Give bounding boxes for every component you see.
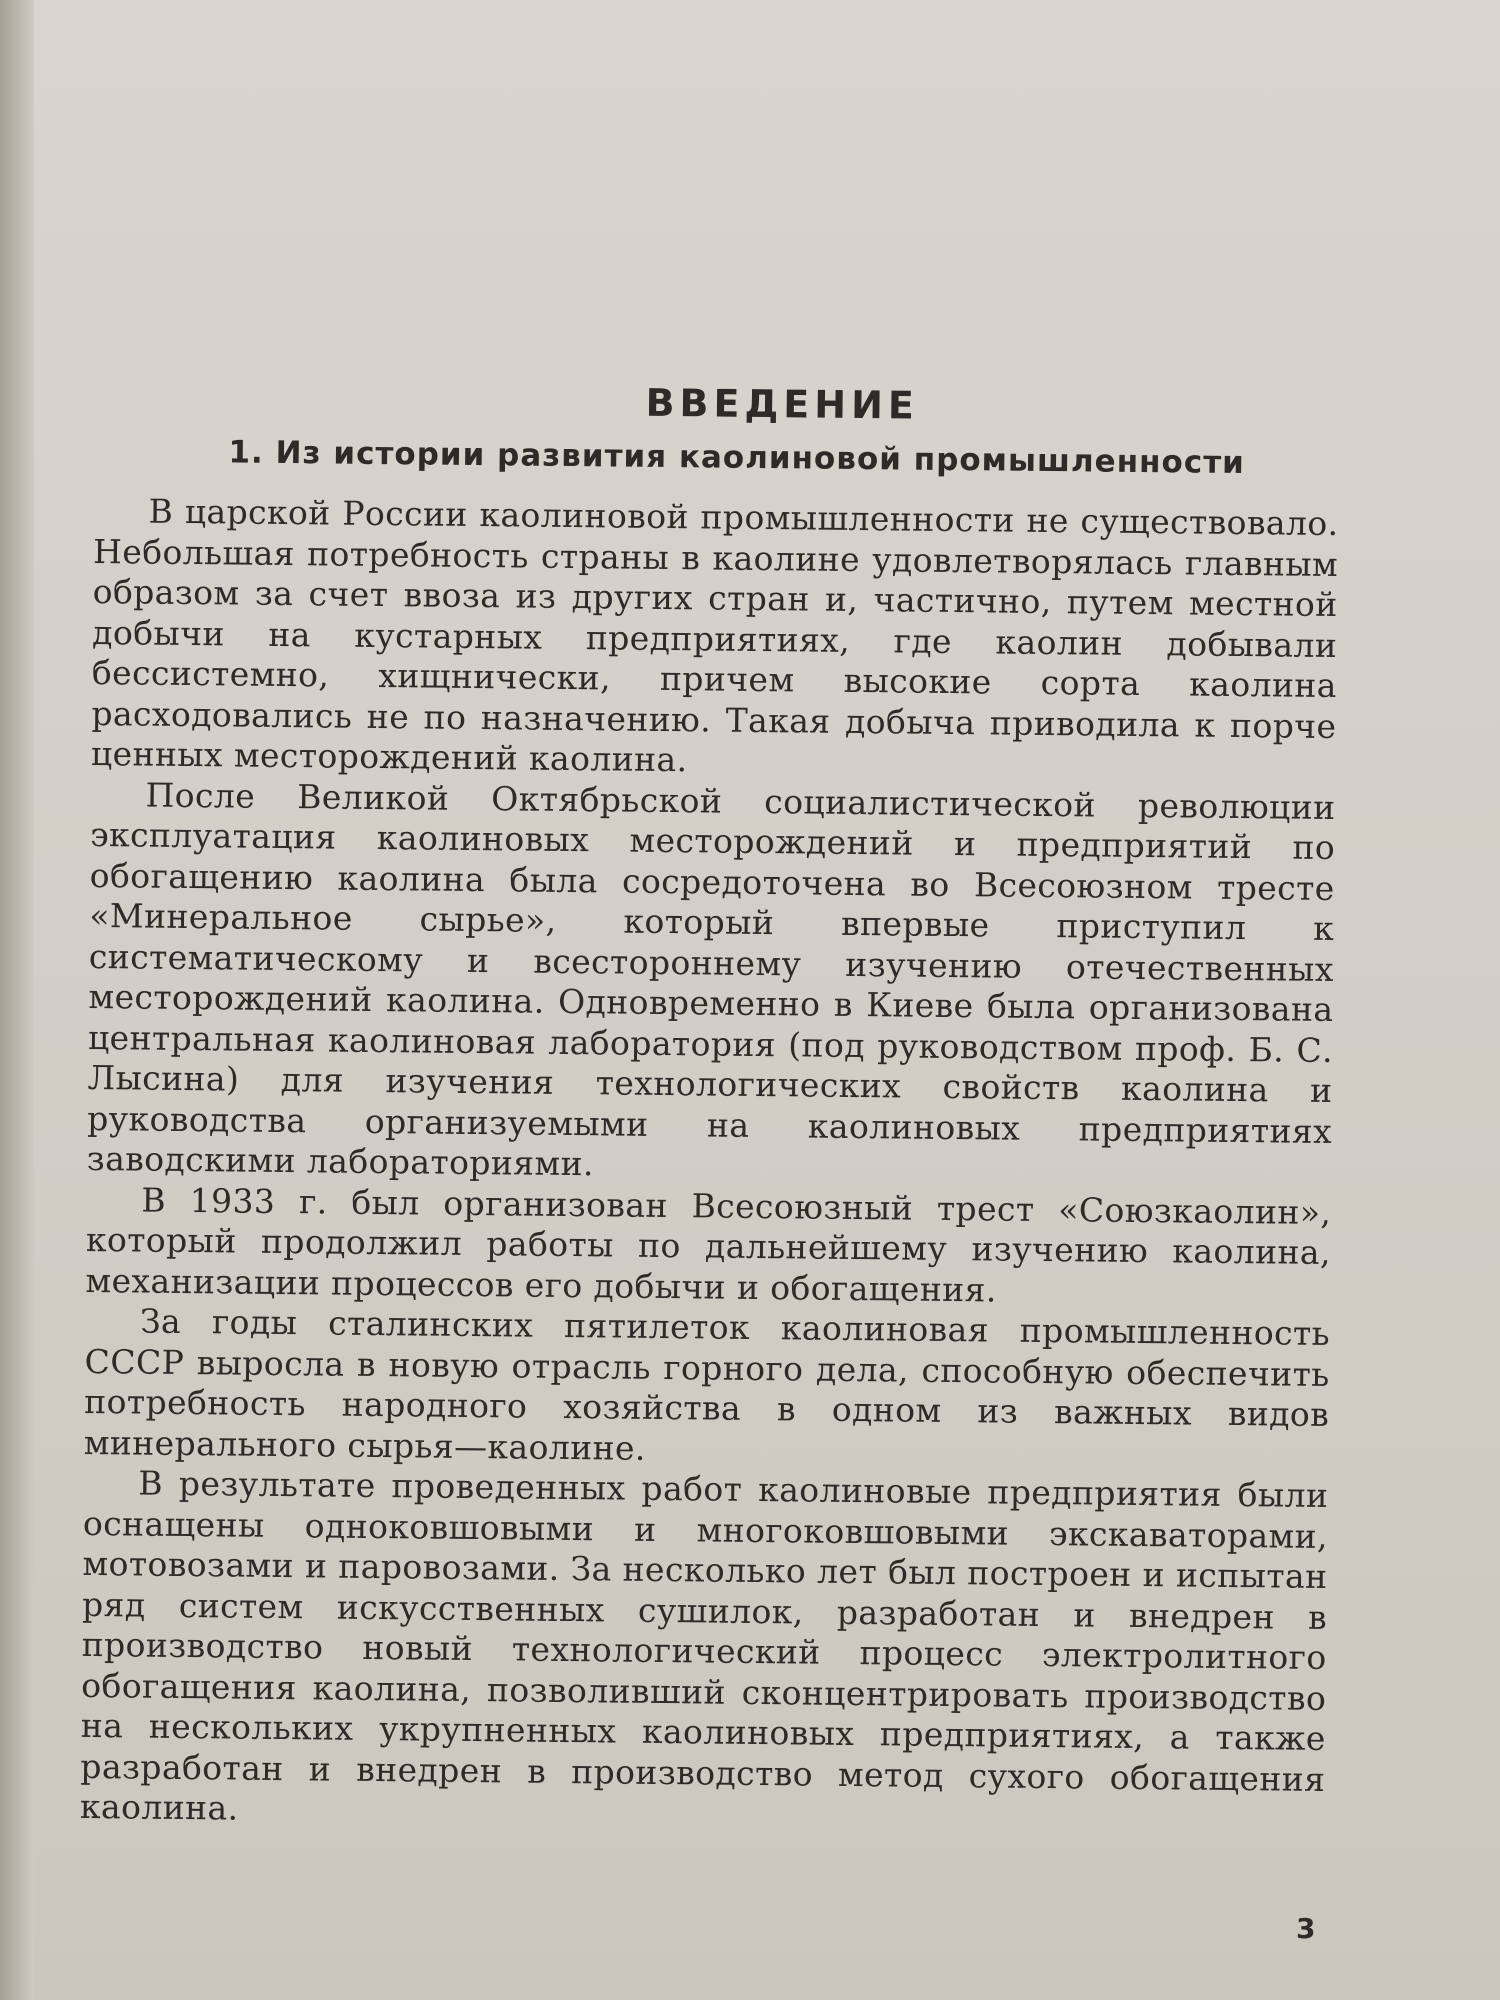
page-number: 3 bbox=[1296, 1912, 1316, 1945]
page-content bbox=[80, 375, 1340, 1840]
section-title: 1. Из истории развития каолиновой промышленности bbox=[228, 434, 1246, 482]
page-heading: ВВЕДЕНИЕ bbox=[645, 380, 920, 428]
paragraph-1: В царской России каолиновой промышленности не существовало. Небольшая потребность страны в каолине удовлетворялась главным образом за счет ввоза из других стран и, частично, путем местной добычи на кустарных предприятиях, где каолин добывали бессистемно, хищнически, причем высокие сорта каолина расходовались не по назначению. Такая добыча приводила к порче ценных месторождений каолина. bbox=[90, 491, 1339, 780]
paragraph-5: В результате проведенных работ каолиновые предприятия были оснащены одноковшовыми и многоковшовыми экскаваторами, мотовозами и паровозами. За несколько лет был построен и испытан ряд систем искусственных сушилок, разработан и внедрен в производство новый технологический процесс электролитного обогащения каолина, позволивший сконцентрировать производство на нескольких укрупненных каолиновых предприятиях, а также разработан и внедрен в производство метод сухого обогащения каолина. bbox=[79, 1463, 1329, 1828]
paragraph-3: В 1933 г. был организован Всесоюзный трест «Союзкаолин», который продолжил работы по дальнейшему изучению каолина, механизации процессов его добычи и обогащения. bbox=[85, 1180, 1332, 1309]
paragraph-2: После Великой Октябрьской социалистической революции эксплуатация каолиновых месторождений и предприятий по обогащению каолина была сосредоточена во Всесоюзном тресте «Минеральное сырье», который впервые приступил к систематическому и всестороннему изучению отечественных месторождений каолина. Одновременно в Киеве была организована центральная каолиновая лаборатория (под руководством проф. Б. С. Лысина) для изучения технологических свойств каолина и руководства организуемыми на каолиновых предприятиях заводскими лабораториями. bbox=[86, 775, 1336, 1184]
paragraph-4: За годы сталинских пятилеток каолиновая промышленность СССР выросла в новую отрасль горного дела, способную обеспечить потребность народного хозяйства в одном из важных видов минерального сырья—каолине. bbox=[83, 1301, 1331, 1468]
book-spine-shadow bbox=[0, 0, 34, 2000]
